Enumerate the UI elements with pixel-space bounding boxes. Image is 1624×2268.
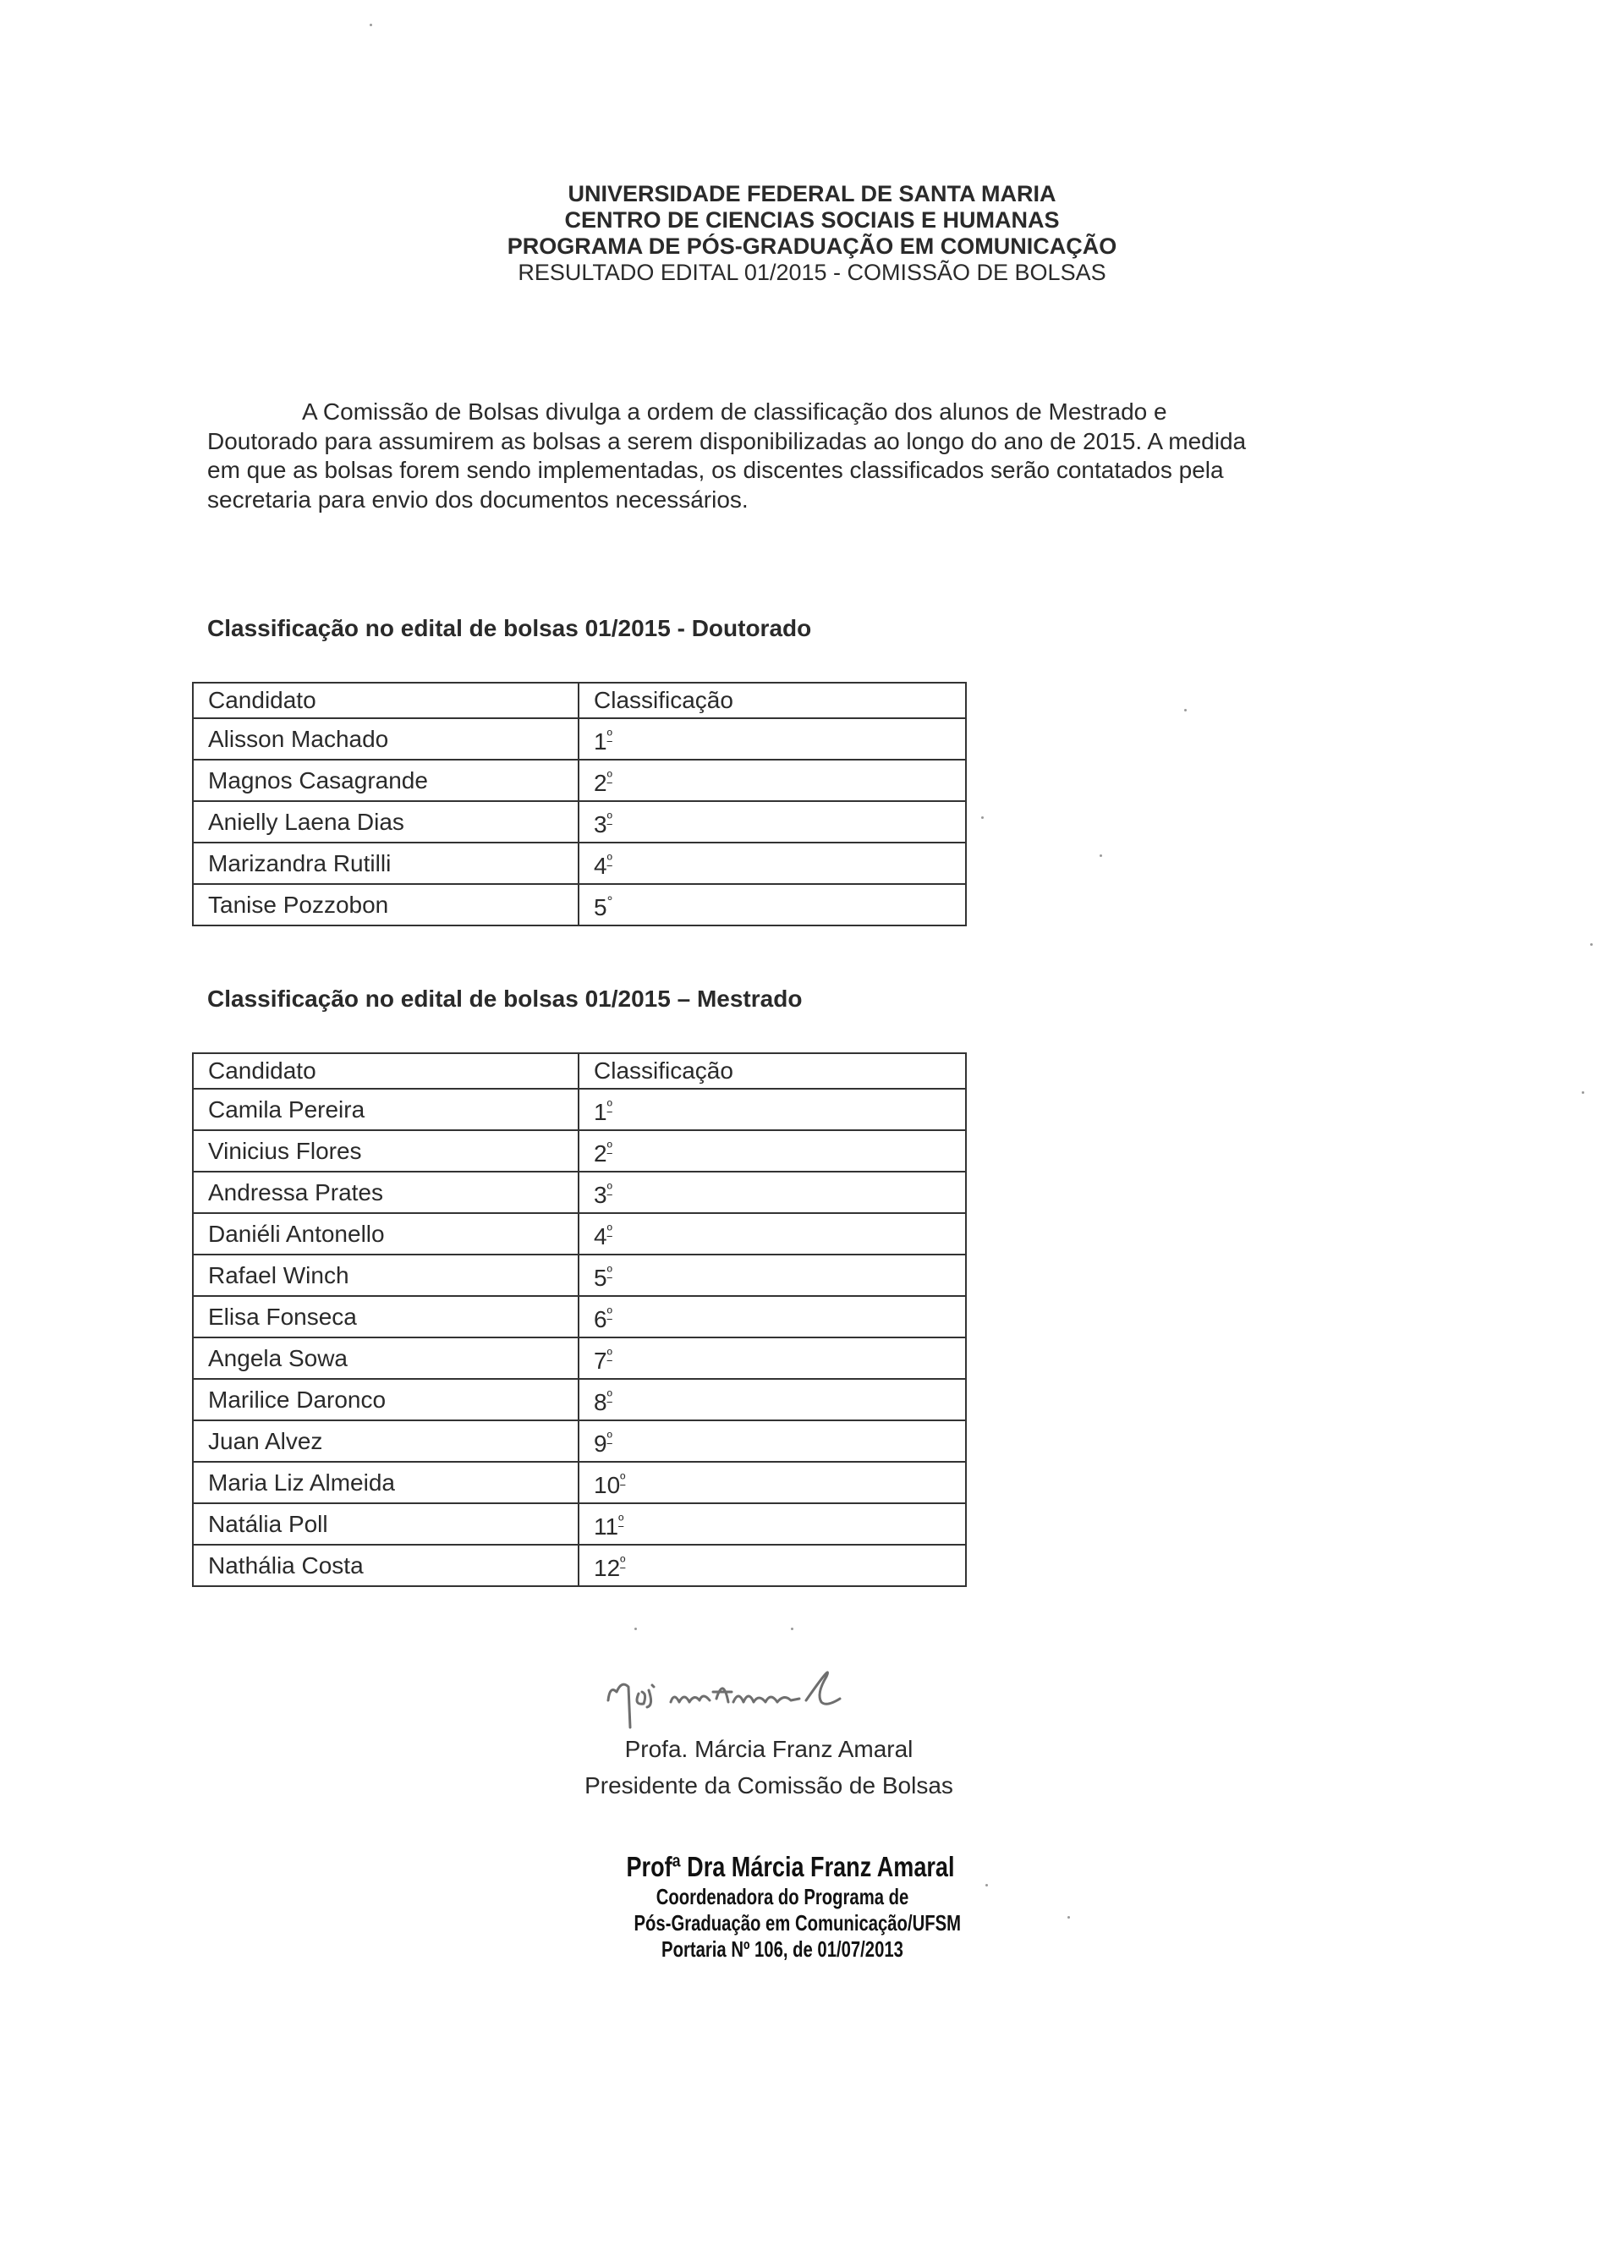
column-header-candidato: Candidato <box>193 683 579 718</box>
rank-number: 4 <box>594 853 607 879</box>
classification-cell <box>579 760 966 801</box>
column-header-candidato: Candidato <box>193 1053 579 1089</box>
university-name: UNIVERSIDADE FEDERAL DE SANTA MARIA <box>568 181 1056 206</box>
candidate-name: Alisson Machado <box>193 718 579 760</box>
table-row <box>193 1172 966 1213</box>
rank-number: 11 <box>594 1513 619 1540</box>
ordinal-indicator: º <box>606 1430 612 1446</box>
table-row <box>193 1255 966 1296</box>
candidate-name: Anielly Laena Dias <box>193 801 579 843</box>
rank-number: 9 <box>594 1431 607 1457</box>
classification-cell <box>579 1130 966 1172</box>
table-row <box>193 1089 966 1130</box>
scan-speck <box>634 1628 637 1630</box>
candidate-name: Daniéli Antonello <box>193 1213 579 1255</box>
rank-number: 4 <box>594 1223 607 1249</box>
signatory-block <box>0 1731 1538 1804</box>
table-header-row <box>193 683 966 718</box>
intro-text: A Comissão de Bolsas divulga a ordem de classificação dos alunos de Mestrado e Doutorado para assumirem as bolsas a serem disponibilizadas ao longo do ano de 2015. A medida em que as bolsas forem sendo implementadas, os discentes classificados serão contatados pela secretaria para envio dos documentos necessários. <box>207 398 1247 513</box>
ordinal-indicator: º <box>606 728 612 744</box>
classification-cell <box>579 1420 966 1462</box>
scan-speck <box>791 1628 793 1630</box>
scan-speck <box>1067 1916 1070 1919</box>
classification-cell <box>579 718 966 760</box>
ordinal-indicator: º <box>618 1513 624 1529</box>
intro-paragraph <box>207 398 1256 514</box>
center-name: CENTRO DE CIENCIAS SOCIAIS E HUMANAS <box>564 207 1060 233</box>
rank-number: 1 <box>594 728 607 755</box>
ordinal-indicator: º <box>606 1264 612 1280</box>
handwritten-signature <box>605 1668 935 1736</box>
rank-number: 2 <box>594 770 607 796</box>
ordinal-indicator: ° <box>606 893 613 909</box>
candidate-name: Vinicius Flores <box>193 1130 579 1172</box>
table-row <box>193 884 966 925</box>
stamp-program: Pós-Graduação em Comunicação/UFSM <box>634 1910 962 1936</box>
rank-number: 2 <box>594 1140 607 1167</box>
rank-number: 5 <box>594 1265 607 1291</box>
ordinal-indicator: º <box>606 810 612 826</box>
classification-cell <box>579 1337 966 1379</box>
mestrado-table <box>192 1052 967 1587</box>
doutorado-title: Classificação no edital de bolsas 01/2015 - Doutorado <box>207 615 812 641</box>
classification-cell <box>579 1503 966 1545</box>
ordinal-indicator: º <box>620 1471 626 1487</box>
candidate-name: Natália Poll <box>193 1503 579 1545</box>
classification-cell <box>579 1296 966 1337</box>
classification-cell <box>579 843 966 884</box>
ordinal-indicator: º <box>606 1139 612 1156</box>
program-name: PROGRAMA DE PÓS-GRADUAÇÃO EM COMUNICAÇÃO <box>507 233 1117 259</box>
document-subtitle: RESULTADO EDITAL 01/2015 - COMISSÃO DE BOLSAS <box>518 260 1106 285</box>
column-header-classificacao: Classificação <box>579 1053 966 1089</box>
candidate-name: Rafael Winch <box>193 1255 579 1296</box>
stamp-ordinance: Portaria Nº 106, de 01/07/2013 <box>661 1936 903 1962</box>
scan-speck <box>1582 1091 1584 1094</box>
ordinal-indicator: º <box>606 1388 612 1404</box>
classification-cell <box>579 884 966 925</box>
candidate-name: Maria Liz Almeida <box>193 1462 579 1503</box>
table-row <box>193 801 966 843</box>
candidate-name: Andressa Prates <box>193 1172 579 1213</box>
ordinal-indicator: º <box>606 1098 612 1114</box>
classification-cell <box>579 1089 966 1130</box>
column-header-classificacao: Classificação <box>579 683 966 718</box>
classification-cell <box>579 1462 966 1503</box>
ordinal-indicator: º <box>620 1554 626 1570</box>
candidate-name: Magnos Casagrande <box>193 760 579 801</box>
scan-speck <box>1590 943 1593 946</box>
table-row <box>193 1462 966 1503</box>
table-row <box>193 1130 966 1172</box>
classification-cell <box>579 1545 966 1586</box>
ordinal-indicator: º <box>606 769 612 785</box>
table-row <box>193 1213 966 1255</box>
candidate-name: Angela Sowa <box>193 1337 579 1379</box>
rank-number: 7 <box>594 1348 607 1374</box>
rank-number: 8 <box>594 1389 607 1415</box>
table-header-row <box>193 1053 966 1089</box>
table-row <box>193 1337 966 1379</box>
table-row <box>193 1379 966 1420</box>
candidate-name: Elisa Fonseca <box>193 1296 579 1337</box>
candidate-name: Tanise Pozzobon <box>193 884 579 925</box>
table-row <box>193 1420 966 1462</box>
ordinal-indicator: º <box>606 1222 612 1238</box>
classification-cell <box>579 1379 966 1420</box>
ordinal-indicator: º <box>606 852 612 868</box>
candidate-name: Marilice Daronco <box>193 1379 579 1420</box>
mestrado-title: Classificação no edital de bolsas 01/2015 – Mestrado <box>207 986 803 1012</box>
rank-number: 10 <box>594 1472 621 1498</box>
rank-number: 3 <box>594 811 607 837</box>
stamp-name: Profª Dra Márcia Franz Amaral <box>626 1851 955 1882</box>
stamp-title: Coordenadora do Programa de <box>656 1884 909 1909</box>
table-row <box>193 718 966 760</box>
rank-number: 1 <box>594 1099 607 1125</box>
document-header <box>0 181 1624 286</box>
scan-speck <box>1184 709 1187 711</box>
ordinal-indicator: º <box>606 1181 612 1197</box>
signatory-name: Profa. Márcia Franz Amaral <box>624 1736 914 1762</box>
scan-speck <box>370 24 372 26</box>
ordinal-indicator: º <box>606 1347 612 1363</box>
candidate-name: Juan Alvez <box>193 1420 579 1462</box>
rank-number: 12 <box>594 1555 621 1581</box>
table-row <box>193 760 966 801</box>
candidate-name: Nathália Costa <box>193 1545 579 1586</box>
scan-speck <box>981 816 984 819</box>
doutorado-table <box>192 682 967 926</box>
table-row <box>193 1545 966 1586</box>
classification-cell <box>579 1172 966 1213</box>
signatory-role: Presidente da Comissão de Bolsas <box>584 1772 953 1798</box>
official-stamp <box>592 1850 973 1963</box>
rank-number: 6 <box>594 1306 607 1332</box>
rank-number: 3 <box>594 1182 607 1208</box>
scan-speck <box>1100 854 1102 857</box>
table-row <box>193 1503 966 1545</box>
candidate-name: Camila Pereira <box>193 1089 579 1130</box>
classification-cell <box>579 1255 966 1296</box>
classification-cell <box>579 801 966 843</box>
rank-number: 5 <box>594 894 607 920</box>
table-row <box>193 843 966 884</box>
classification-cell <box>579 1213 966 1255</box>
ordinal-indicator: º <box>606 1305 612 1321</box>
table-row <box>193 1296 966 1337</box>
candidate-name: Marizandra Rutilli <box>193 843 579 884</box>
scan-speck <box>985 1884 988 1886</box>
